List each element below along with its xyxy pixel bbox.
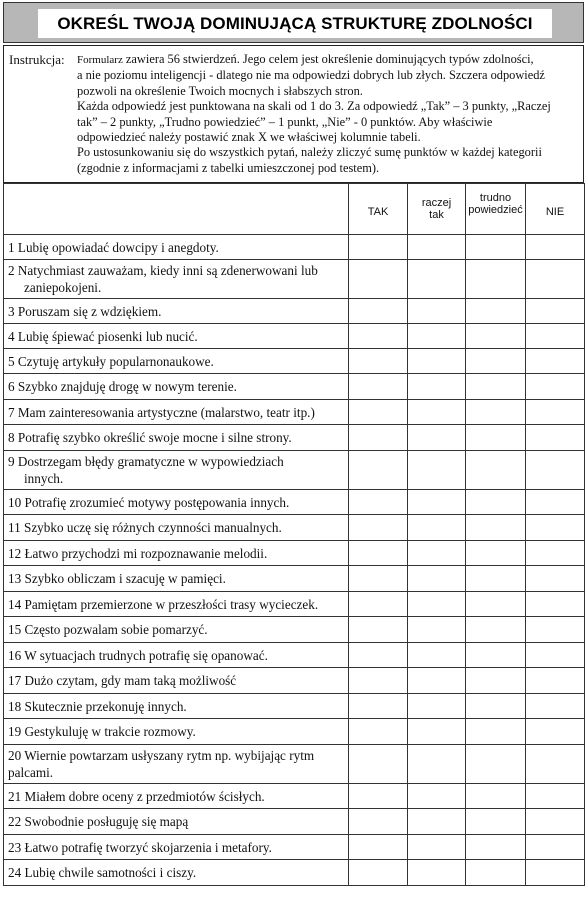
statement-line: 20 Wiernie powtarzam usłyszany rytm np. wybijając rytm (8, 748, 315, 763)
column-header-nie: NIE (526, 184, 585, 235)
statement-text (4, 668, 349, 694)
page-title: OKREŚL TWOJĄ DOMINUJĄCĄ STRUKTURĘ ZDOLNOŚCI (38, 9, 552, 38)
answer-cell-trudno-powiedziec[interactable] (466, 299, 526, 324)
answer-cell-raczej-tak[interactable] (408, 299, 466, 324)
answer-cell-trudno-powiedziec[interactable] (466, 809, 526, 835)
answer-cell-raczej-tak[interactable] (408, 860, 466, 886)
answer-cell-raczej-tak[interactable] (408, 719, 466, 745)
answer-cell-nie[interactable] (526, 451, 585, 490)
table-row (4, 592, 585, 617)
answer-cell-trudno-powiedziec[interactable] (466, 694, 526, 719)
column-header-tak: TAK (349, 184, 408, 235)
answer-cell-trudno-powiedziec[interactable] (466, 617, 526, 643)
answer-cell-nie[interactable] (526, 784, 585, 809)
answer-cell-trudno-powiedziec[interactable] (466, 719, 526, 745)
instructions-line-1: Formularz zawiera 56 stwierdzeń. Jego celem jest określenie dominujących typów zdolności, (77, 52, 534, 66)
instructions-text (77, 52, 579, 176)
statement-text (4, 324, 349, 349)
answer-cell-trudno-powiedziec[interactable] (466, 668, 526, 694)
statement-text (4, 260, 349, 299)
answer-cell-nie[interactable] (526, 490, 585, 515)
instructions-line-4: Każda odpowiedź jest punktowana na skali od 1 do 3. Za odpowiedź „Tak” – 3 punkty, „Raczej (77, 99, 551, 114)
statement-line: 8 Potrafię szybko określić swoje mocne i silne strony. (8, 430, 292, 445)
answer-cell-raczej-tak[interactable] (408, 490, 466, 515)
table-row (4, 860, 585, 886)
answer-cell-nie[interactable] (526, 425, 585, 451)
statement-text (4, 809, 349, 835)
answer-cell-tak[interactable] (349, 668, 408, 694)
instructions-box (3, 45, 584, 183)
answer-cell-tak[interactable] (349, 260, 408, 299)
answer-cell-tak[interactable] (349, 349, 408, 374)
answer-cell-nie[interactable] (526, 260, 585, 299)
table-row (4, 515, 585, 541)
table-row (4, 349, 585, 374)
table-row (4, 541, 585, 566)
statement-text (4, 694, 349, 719)
answer-cell-nie[interactable] (526, 541, 585, 566)
statement-text (4, 784, 349, 809)
answer-cell-nie[interactable] (526, 324, 585, 349)
answer-cell-trudno-powiedziec[interactable] (466, 745, 526, 784)
answer-cell-nie[interactable] (526, 374, 585, 400)
statement-line: 7 Mam zainteresowania artystyczne (malarstwo, teatr itp.) (8, 404, 315, 420)
answer-cell-raczej-tak[interactable] (408, 400, 466, 425)
answer-cell-trudno-powiedziec[interactable] (466, 451, 526, 490)
answer-cell-tak[interactable] (349, 541, 408, 566)
answer-cell-nie[interactable] (526, 349, 585, 374)
answer-cell-trudno-powiedziec[interactable] (466, 425, 526, 451)
answer-cell-raczej-tak[interactable] (408, 451, 466, 490)
table-header-row (4, 184, 585, 235)
answer-cell-nie[interactable] (526, 515, 585, 541)
statement-continuation: zaniepokojeni. (24, 280, 102, 295)
statement-line: 6 Szybko znajduję drogę w nowym terenie. (8, 379, 237, 394)
answer-cell-nie[interactable] (526, 668, 585, 694)
table-row (4, 745, 585, 784)
answer-cell-nie[interactable] (526, 400, 585, 425)
statement-line: 5 Czytuję artykuły popularnonaukowe. (8, 353, 214, 369)
answer-cell-trudno-powiedziec[interactable] (466, 235, 526, 260)
answer-cell-nie[interactable] (526, 809, 585, 835)
table-row (4, 490, 585, 515)
answer-cell-raczej-tak[interactable] (408, 515, 466, 541)
answer-cell-tak[interactable] (349, 425, 408, 451)
statement-text (4, 235, 349, 260)
statement-line: 4 Lubię śpiewać piosenki lub nucić. (8, 328, 198, 344)
table-row (4, 566, 585, 592)
answer-cell-trudno-powiedziec[interactable] (466, 349, 526, 374)
statement-text (4, 745, 349, 784)
statement-text (4, 515, 349, 541)
answer-cell-trudno-powiedziec[interactable] (466, 374, 526, 400)
answer-cell-raczej-tak[interactable] (408, 643, 466, 668)
table-row (4, 835, 585, 860)
column-header-trudno-powiedziec: trudno powiedzieć (466, 184, 526, 235)
answer-cell-tak[interactable] (349, 324, 408, 349)
statement-line: 21 Miałem dobre oceny z przedmiotów ścisłych. (8, 788, 265, 804)
answer-cell-trudno-powiedziec[interactable] (466, 260, 526, 299)
statement-line: 1 Lubię opowiadać dowcipy i anegdoty. (8, 239, 219, 255)
table-row (4, 809, 585, 835)
answer-cell-trudno-powiedziec[interactable] (466, 643, 526, 668)
answer-cell-tak[interactable] (349, 643, 408, 668)
instructions-line-3: pozwoli na określenie Twoich mocnych i słabszych stron. (77, 83, 363, 98)
statement-text (4, 299, 349, 324)
answer-cell-tak[interactable] (349, 860, 408, 886)
answer-cell-raczej-tak[interactable] (408, 784, 466, 809)
table-row (4, 299, 585, 324)
answer-cell-tak[interactable] (349, 617, 408, 643)
statement-column-header (4, 184, 349, 235)
answer-cell-raczej-tak[interactable] (408, 425, 466, 451)
answer-cell-trudno-powiedziec[interactable] (466, 860, 526, 886)
answer-cell-nie[interactable] (526, 299, 585, 324)
answer-cell-nie[interactable] (526, 835, 585, 860)
statement-text (4, 617, 349, 643)
statement-continuation: palcami. (8, 765, 54, 780)
answer-cell-tak[interactable] (349, 592, 408, 617)
answer-cell-raczej-tak[interactable] (408, 374, 466, 400)
table-row (4, 374, 585, 400)
statement-line: 17 Dużo czytam, gdy mam taką możliwość (8, 673, 237, 688)
statement-line: 23 Łatwo potrafię tworzyć skojarzenia i metafory. (8, 839, 272, 855)
answer-cell-tak[interactable] (349, 235, 408, 260)
answer-cell-tak[interactable] (349, 400, 408, 425)
statement-text (4, 400, 349, 425)
answer-cell-nie[interactable] (526, 566, 585, 592)
answer-cell-raczej-tak[interactable] (408, 324, 466, 349)
table-row (4, 643, 585, 668)
answer-cell-tak[interactable] (349, 809, 408, 835)
table-row (4, 451, 585, 490)
answer-cell-raczej-tak[interactable] (408, 694, 466, 719)
statement-line: 11 Szybko uczę się różnych czynności manualnych. (8, 520, 282, 535)
table-row (4, 617, 585, 643)
statement-text (4, 566, 349, 592)
answer-cell-trudno-powiedziec[interactable] (466, 490, 526, 515)
answer-cell-trudno-powiedziec[interactable] (466, 400, 526, 425)
statement-text (4, 643, 349, 668)
table-row (4, 260, 585, 299)
statement-line: 13 Szybko obliczam i szacuję w pamięci. (8, 571, 226, 586)
answer-cell-nie[interactable] (526, 592, 585, 617)
table-row (4, 400, 585, 425)
answer-cell-tak[interactable] (349, 694, 408, 719)
statement-line: 10 Potrafię zrozumieć motywy postępowania innych. (8, 494, 290, 510)
statement-line: 15 Często pozwalam sobie pomarzyć. (8, 622, 208, 637)
statement-text (4, 349, 349, 374)
answer-cell-raczej-tak[interactable] (408, 541, 466, 566)
statement-line: 24 Lubię chwile samotności i ciszy. (8, 865, 197, 880)
statement-text (4, 860, 349, 886)
answer-cell-trudno-powiedziec[interactable] (466, 592, 526, 617)
answer-cell-tak[interactable] (349, 784, 408, 809)
answer-cell-tak[interactable] (349, 515, 408, 541)
title-banner (3, 2, 584, 43)
statement-text (4, 425, 349, 451)
statement-line: 2 Natychmiast zauważam, kiedy inni są zdenerwowani lub (8, 263, 318, 278)
answer-cell-trudno-powiedziec[interactable] (466, 566, 526, 592)
answer-cell-raczej-tak[interactable] (408, 260, 466, 299)
answer-cell-raczej-tak[interactable] (408, 668, 466, 694)
statement-line: 14 Pamiętam przemierzone w przeszłości trasy wycieczek. (8, 596, 319, 612)
instructions-line-2: a nie poziomu inteligencji - dlatego nie ma odpowiedzi dobrych lub złych. Szczera odpowiedź (77, 68, 545, 83)
statement-text (4, 719, 349, 745)
statement-line: 12 Łatwo przychodzi mi rozpoznawanie melodii. (8, 545, 268, 561)
statement-text (4, 541, 349, 566)
statement-continuation: innych. (24, 471, 64, 486)
answer-cell-nie[interactable] (526, 719, 585, 745)
table-row (4, 668, 585, 694)
answer-cell-tak[interactable] (349, 835, 408, 860)
statement-text (4, 835, 349, 860)
answer-cell-nie[interactable] (526, 694, 585, 719)
table-row (4, 719, 585, 745)
answer-cell-raczej-tak[interactable] (408, 235, 466, 260)
table-row (4, 694, 585, 719)
answer-cell-raczej-tak[interactable] (408, 835, 466, 860)
instructions-line-7: Po ustosunkowaniu się do wszystkich pytań, należy zliczyć sumę punktów w każdej kategorii (77, 145, 542, 160)
answer-cell-nie[interactable] (526, 617, 585, 643)
answer-cell-nie[interactable] (526, 643, 585, 668)
statement-text (4, 374, 349, 400)
answer-cell-raczej-tak[interactable] (408, 617, 466, 643)
table-row (4, 235, 585, 260)
statement-text (4, 592, 349, 617)
answer-cell-tak[interactable] (349, 451, 408, 490)
answer-cell-raczej-tak[interactable] (408, 349, 466, 374)
answer-cell-trudno-powiedziec[interactable] (466, 515, 526, 541)
instructions-line-6: odpowiedzieć należy postawić znak X we właściwej kolumnie tabeli. (77, 130, 421, 145)
statement-line: 22 Swobodnie posługuję się mapą (8, 814, 189, 829)
answer-cell-tak[interactable] (349, 490, 408, 515)
answer-cell-trudno-powiedziec[interactable] (466, 784, 526, 809)
table-row (4, 324, 585, 349)
statement-line: 16 W sytuacjach trudnych potrafię się opanować. (8, 647, 268, 663)
statement-text (4, 490, 349, 515)
statement-line: 9 Dostrzegam błędy gramatyczne w wypowiedziach (8, 454, 284, 469)
answer-cell-raczej-tak[interactable] (408, 809, 466, 835)
answer-cell-tak[interactable] (349, 299, 408, 324)
statement-line: 19 Gestykuluję w trakcie rozmowy. (8, 724, 196, 739)
answer-cell-tak[interactable] (349, 374, 408, 400)
column-header-raczej-tak: raczej tak (408, 184, 466, 235)
table-row (4, 784, 585, 809)
answer-cell-tak[interactable] (349, 719, 408, 745)
answer-cell-nie[interactable] (526, 860, 585, 886)
answer-cell-raczej-tak[interactable] (408, 566, 466, 592)
statement-line: 18 Skutecznie przekonuję innych. (8, 698, 187, 714)
answer-cell-trudno-powiedziec[interactable] (466, 835, 526, 860)
instructions-line-8: (zgodnie z informacjami z tabelki umieszczonej pod testem). (77, 160, 380, 175)
answer-cell-trudno-powiedziec[interactable] (466, 541, 526, 566)
instructions-label: Instrukcja: (9, 52, 65, 67)
statement-text (4, 451, 349, 490)
answer-cell-tak[interactable] (349, 745, 408, 784)
answer-cell-nie[interactable] (526, 745, 585, 784)
answer-cell-raczej-tak[interactable] (408, 592, 466, 617)
answer-cell-tak[interactable] (349, 566, 408, 592)
statement-line: 3 Poruszam się z wdziękiem. (8, 303, 162, 319)
answer-cell-trudno-powiedziec[interactable] (466, 324, 526, 349)
instructions-line-5: tak” – 2 punkty, „Trudno powiedzieć” – 1 punkt, „Nie” - 0 punktów. Aby właściwie (77, 114, 493, 129)
questionnaire-table (3, 183, 585, 886)
table-row (4, 425, 585, 451)
answer-cell-nie[interactable] (526, 235, 585, 260)
answer-cell-raczej-tak[interactable] (408, 745, 466, 784)
